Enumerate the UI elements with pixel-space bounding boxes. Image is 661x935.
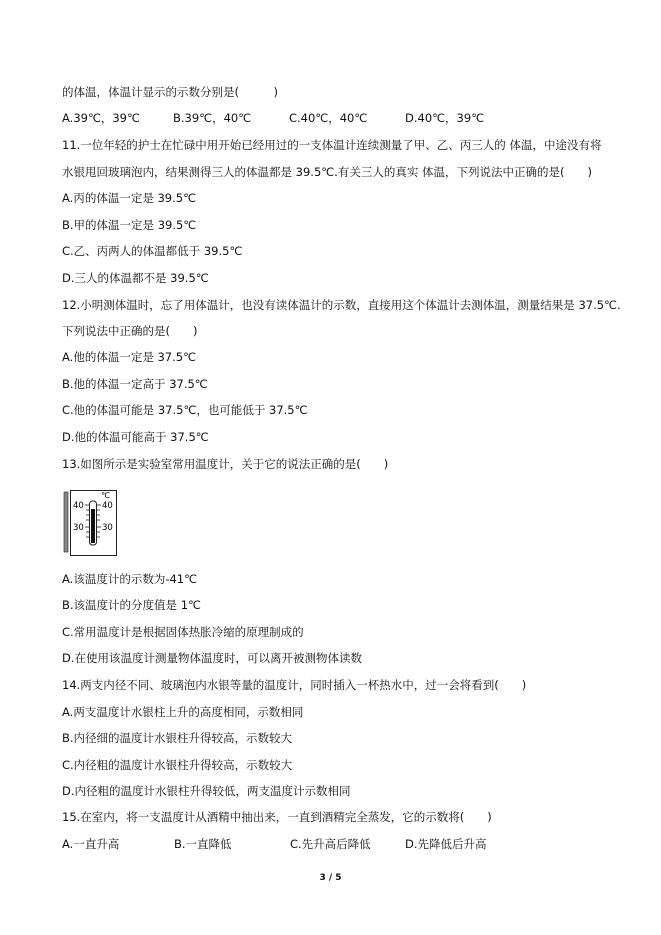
q12-option-d: D.他的体温可能高于 37.5℃ (62, 430, 209, 444)
q10-option-d: D.40℃，39℃ (405, 111, 485, 125)
q10-option-b: B.39℃，40℃ (173, 111, 252, 125)
q13-option-d: D.在使用该温度计测量物体温度时，可以离开被测物体读数 (62, 651, 363, 665)
q13-option-c: C.常用温度计是根据固体热胀冷缩的原理制成的 (62, 625, 304, 639)
q14-option-a: A.两支温度计水银柱上升的高度相同，示数相同 (62, 705, 304, 719)
thermometer-figure (62, 489, 118, 557)
page-number: 3 / 5 (319, 873, 342, 883)
q14-option-c: C.内径粗的温度计水银柱升得较高，示数较大 (62, 758, 293, 772)
q13-option-a: A.该温度计的示数为-41℃ (62, 572, 198, 586)
glass-stick (64, 492, 68, 552)
scale-label-40-right: 40 (102, 501, 113, 511)
mercury-column (91, 509, 95, 543)
q12-stem-line1: 12.小明测体温时，忘了用体温计，也没有读体温计的示数，直接用这个体温计去测体温，测量结果是 37.5℃. (62, 298, 621, 312)
q12-option-c: C.他的体温可能是 37.5℃，也可能低于 37.5℃ (62, 403, 308, 417)
q12-stem-line2: 下列说法中正确的是( ) (62, 324, 198, 338)
q15-option-c: C.先升高后降低 (290, 837, 371, 851)
unit-label: ℃ (101, 491, 110, 500)
q15-option-a: A.一直升高 (62, 837, 120, 851)
q15-stem: 15.在室内，将一支温度计从酒精中抽出来，一直到酒精完全蒸发，它的示数将( ) (62, 810, 492, 824)
q11-option-c: C.乙、丙两人的体温都低于 39.5℃ (62, 244, 243, 258)
q10-stem-continued: 的体温，体温计显示的示数分别是( ) (62, 85, 278, 99)
q12-option-a: A.他的体温一定是 37.5℃ (62, 350, 196, 364)
q13-option-b: B.该温度计的分度值是 1℃ (62, 598, 201, 612)
q14-stem: 14.两支内径不同、玻璃泡内水银等量的温度计，同时插入一杯热水中，过一会将看到( ) (62, 678, 527, 692)
q10-option-a: A.39℃，39℃ (62, 111, 140, 125)
q15-option-d: D.先降低后升高 (405, 837, 487, 851)
q10-option-c: C.40℃，40℃ (289, 111, 368, 125)
q11-option-b: B.甲的体温一定是 39.5℃ (62, 218, 197, 232)
q13-stem: 13.如图所示是实验室常用温度计，关于它的说法正确的是( ) (62, 457, 389, 471)
q14-option-d: D.内径粗的温度计水银柱升得较低，两支温度计示数相同 (62, 784, 351, 798)
scale-label-30-right: 30 (102, 523, 113, 533)
q11-stem-line1: 11.一位年轻的护士在忙碌中用开始已经用过的一支体温计连续测量了甲、乙、丙三人的 体温，中途没有将 (62, 138, 602, 152)
q11-option-d: D.三人的体温都不是 39.5℃ (62, 271, 209, 285)
q14-option-b: B.内径细的温度计水银柱升得较高，示数较大 (62, 731, 293, 745)
q11-option-a: A.丙的体温一定是 39.5℃ (62, 191, 196, 205)
scale-label-40-left: 40 (73, 501, 84, 511)
scale-label-30-left: 30 (73, 523, 84, 533)
q12-option-b: B.他的体温一定高于 37.5℃ (62, 377, 208, 391)
q15-option-b: B.一直降低 (174, 837, 232, 851)
q11-stem-line2: 水银甩回玻璃泡内，结果测得三人的体温都是 39.5℃.有关三人的真实 体温，下列说法中正确的是( ) (62, 165, 592, 179)
